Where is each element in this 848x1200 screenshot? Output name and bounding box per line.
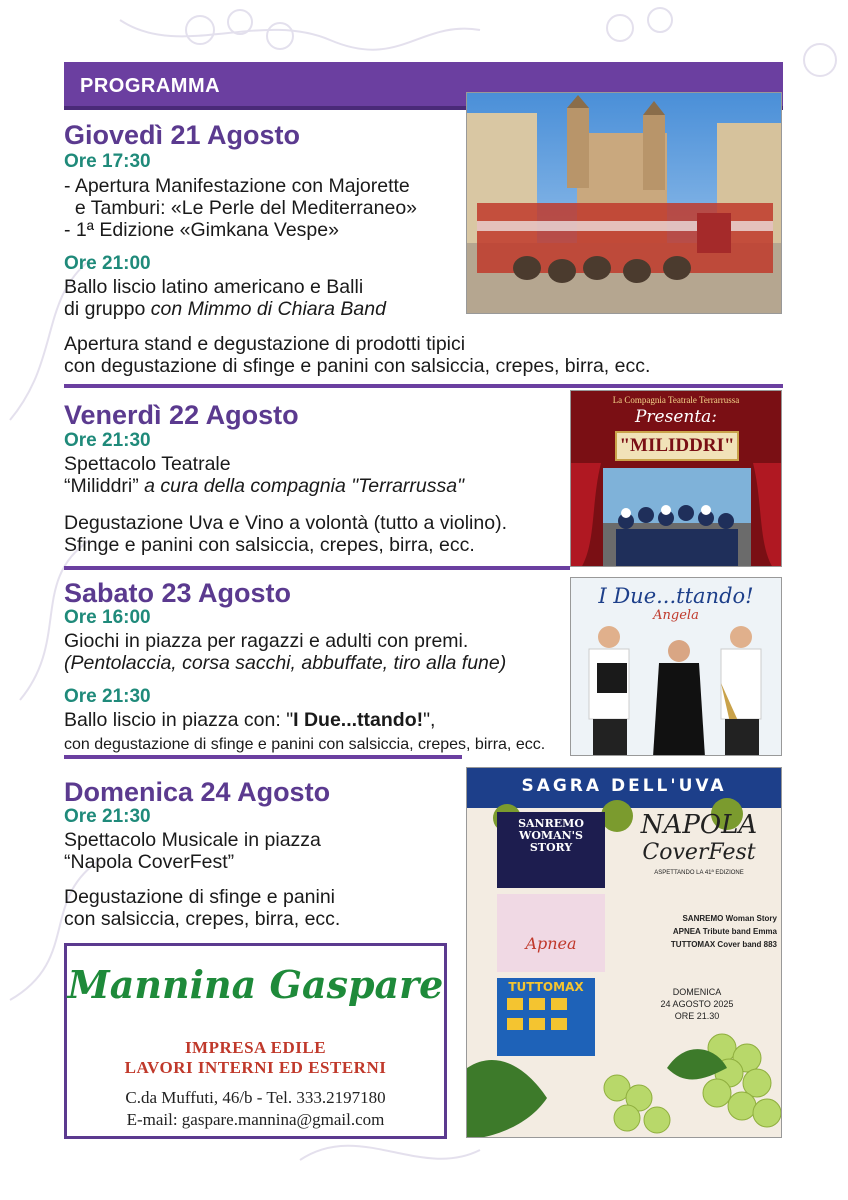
sagra-band-list [607, 912, 777, 951]
extra-line: Degustazione Uva e Vino a volontà (tutto a violino). [64, 512, 507, 534]
event-line: - Apertura Manifestazione con Majorette [64, 175, 410, 197]
day-title-saturday: Sabato 23 Agosto [64, 578, 292, 608]
sagra-date-line: 24 AGOSTO 2025 [660, 999, 734, 1009]
poster-title: "MILIDDRI" [615, 431, 739, 461]
event-text-italic: (Pentolaccia, corsa sacchi, abbuffate, tiro alla fune) [64, 652, 507, 674]
sagra-band: APNEA Tribute band Emma [672, 927, 777, 936]
event-text: “Miliddri” [64, 475, 145, 497]
majorettes-photo [466, 92, 782, 314]
day-title-friday: Venerdì 22 Agosto [64, 400, 299, 430]
sagra-date-line: DOMENICA [672, 987, 722, 997]
sagra-poster [466, 767, 782, 1138]
event-text: ", [423, 709, 436, 731]
header-title: PROGRAMMA [80, 75, 221, 97]
ad-line-1: IMPRESA EDILE [184, 1038, 327, 1057]
time-slot: Ore 21:00 [64, 253, 151, 274]
duo-performers-art [571, 623, 782, 756]
event-line: “Napola CoverFest” [64, 851, 235, 873]
event-line: Giochi in piazza per ragazzi e adulti con premi. [64, 630, 469, 652]
event-line: Spettacolo Teatrale [64, 453, 231, 475]
sagra-title-2: CoverFest [642, 840, 756, 865]
extra-line: con salsiccia, crepes, birra, ecc. [64, 908, 341, 930]
theatre-poster [570, 390, 782, 567]
event-line-with-italic [64, 298, 386, 321]
ad-email: E-mail: gaspare.mannina@gmail.com [126, 1110, 385, 1129]
band-name: I Due...ttando! [293, 709, 424, 731]
majorettes-photo-art [467, 93, 782, 314]
extra-line: Apertura stand e degustazione di prodotti tipici [64, 333, 466, 355]
event-text-italic: a cura della compagnia "Terrarrussa" [144, 475, 465, 497]
poster-presenta: Presenta: [634, 407, 718, 427]
section-divider [64, 384, 783, 388]
event-line-with-bold [64, 709, 435, 732]
day-title-sunday: Domenica 24 Agosto [64, 777, 331, 807]
event-line-with-italic [64, 475, 464, 498]
event-line: con degustazione di sfinge e panini con salsiccia, crepes, birra, ecc. [64, 736, 546, 753]
time-slot: Ore 21:30 [64, 430, 151, 451]
theatre-cast-art [571, 463, 782, 567]
sagra-sub: ASPETTANDO LA 41ª EDIZIONE [654, 870, 744, 876]
sagra-band: TUTTOMAX Cover band 883 [670, 940, 777, 949]
extra-line: Sfinge e panini con salsiccia, crepes, birra, ecc. [64, 534, 475, 556]
sagra-header: SAGRA DELL'UVA [521, 776, 727, 796]
event-line: Spettacolo Musicale in piazza [64, 829, 321, 851]
event-text: Ballo liscio in piazza con: " [64, 709, 294, 731]
extra-line: Degustazione di sfinge e panini [64, 886, 336, 908]
ad-line-2: LAVORI INTERNI ED ESTERNI [124, 1058, 387, 1077]
event-line: e Tamburi: «Le Perle del Mediterraneo» [64, 197, 418, 219]
sanremo-label: SANREMO WOMAN'S STORY [518, 817, 584, 854]
sagra-band: SANREMO Woman Story [682, 914, 777, 923]
extra-line: con degustazione di sfinge e panini con salsiccia, crepes, birra, ecc. [64, 355, 651, 377]
ad-address: C.da Muffuti, 46/b - Tel. 333.2197180 [125, 1088, 386, 1107]
duo-poster [570, 577, 782, 756]
event-text-italic: con Mimmo di Chiara Band [150, 298, 386, 320]
event-line-italic [64, 652, 506, 675]
advertisement-box [64, 943, 447, 1139]
sagra-date [617, 986, 777, 1022]
section-divider [64, 566, 570, 570]
ad-company-name: Mannina Gaspare [67, 962, 444, 1007]
event-line: - 1ª Edizione «Gimkana Vespe» [64, 219, 339, 241]
event-text: di gruppo [64, 298, 151, 320]
day-title-thursday: Giovedì 21 Agosto [64, 120, 301, 150]
time-slot: Ore 17:30 [64, 151, 151, 172]
sagra-title-1: NAPOLA [640, 810, 758, 840]
section-divider [64, 755, 462, 759]
event-line: Ballo liscio latino americano e Balli [64, 276, 364, 298]
time-slot: Ore 21:30 [64, 686, 151, 707]
poster-company: La Compagnia Teatrale Terrarrussa [612, 395, 740, 405]
time-slot: Ore 21:30 [64, 806, 151, 827]
apnea-label: Apnea [525, 934, 577, 953]
poster-duo-title: I Due...ttando! [598, 584, 754, 608]
time-slot: Ore 16:00 [64, 607, 151, 628]
tuttomax-label: TUTTOMAX [508, 980, 584, 994]
poster-duo-sub: Angela [653, 608, 699, 623]
sagra-date-line: ORE 21.30 [674, 1011, 720, 1021]
